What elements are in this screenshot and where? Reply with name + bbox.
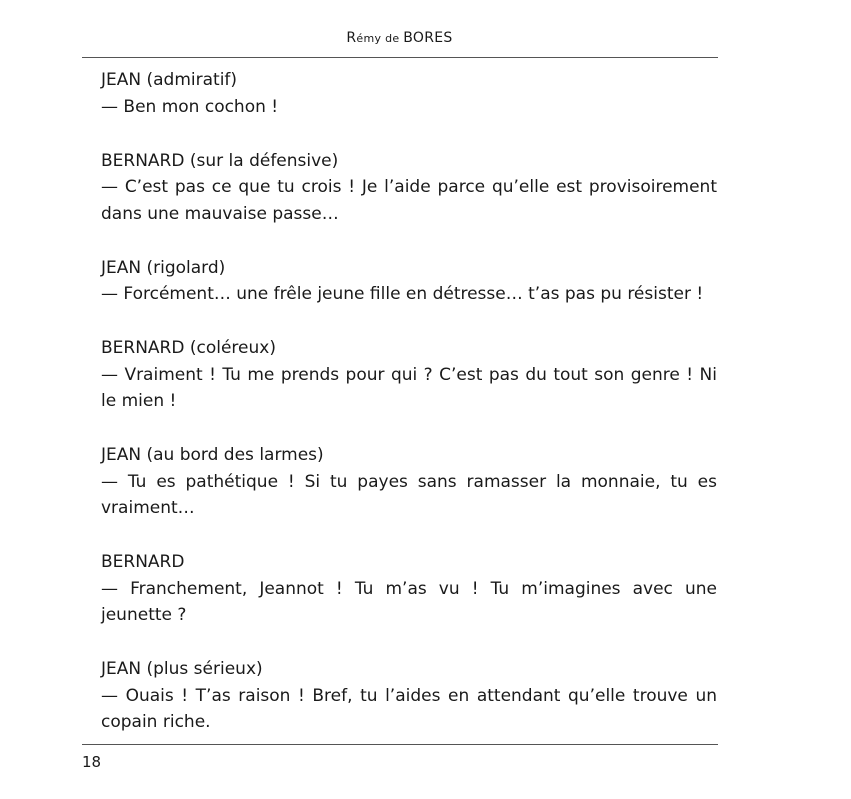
author-first-initial: R bbox=[346, 30, 357, 46]
dialogue-line: — Forcément… une frêle jeune fille en détresse… t’as pas pu résister ! bbox=[101, 284, 704, 304]
dialogue-block bbox=[101, 442, 717, 522]
page-number: 18 bbox=[82, 753, 102, 771]
speaker-cue: BERNARD (sur la défensive) bbox=[101, 150, 339, 171]
dialogue-block bbox=[101, 148, 717, 228]
dialogue-line: — Vraiment ! Tu me prends pour qui ? C’est pas du tout son genre ! Ni le mien ! bbox=[101, 364, 717, 411]
dialogue-block bbox=[101, 67, 717, 120]
dialogue-line: — Tu es pathétique ! Si tu payes sans ramasser la monnaie, tu es vraiment… bbox=[101, 471, 717, 518]
dialogue-line: — Franchement, Jeannot ! Tu m’as vu ! Tu m’imagines avec une jeunette ? bbox=[101, 578, 717, 625]
author-first-name: émy de bbox=[356, 32, 404, 45]
dialogue-line: — Ben mon cochon ! bbox=[101, 96, 279, 117]
dialogue-block bbox=[101, 549, 717, 629]
speaker-cue: JEAN (plus sérieux) bbox=[101, 659, 263, 679]
dialogue-line: — Ouais ! T’as raison ! Bref, tu l’aides en attendant qu’elle trouve un copain riche. bbox=[101, 685, 717, 732]
speaker-cue: JEAN (au bord des larmes) bbox=[101, 445, 324, 465]
dialogue-body bbox=[101, 67, 717, 736]
speaker-cue: JEAN (admiratif) bbox=[101, 70, 238, 90]
speaker-cue: BERNARD bbox=[101, 552, 185, 572]
dialogue-block bbox=[101, 335, 717, 415]
speaker-cue: BERNARD (coléreux) bbox=[101, 338, 276, 358]
running-header bbox=[82, 30, 717, 46]
author-last-name: BORES bbox=[403, 30, 453, 46]
dialogue-block bbox=[101, 656, 717, 736]
dialogue-line: — C’est pas ce que tu crois ! Je l’aide parce qu’elle est provisoirement dans une mauvaise passe… bbox=[101, 177, 717, 224]
dialogue-block bbox=[101, 255, 717, 308]
footer-rule bbox=[82, 744, 718, 745]
header-rule bbox=[82, 57, 718, 58]
speaker-cue: JEAN (rigolard) bbox=[101, 257, 226, 278]
